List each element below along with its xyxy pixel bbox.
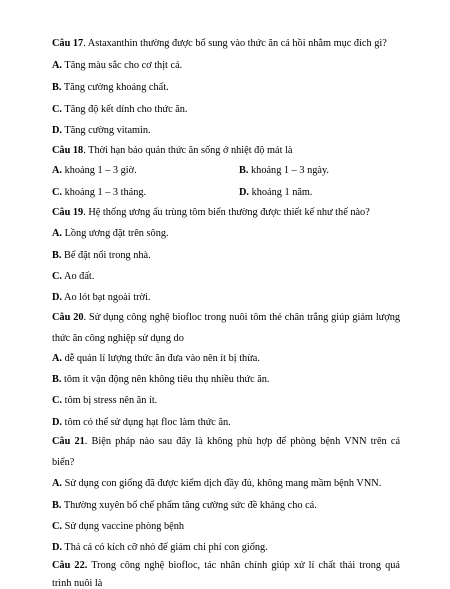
answer-b <box>52 374 270 385</box>
answer-text: Lồng ương đặt trên sông. <box>62 228 169 239</box>
answer-key: D. <box>52 292 63 303</box>
answer-key: C. <box>52 521 63 532</box>
answer-text: Ao đất. <box>62 271 95 282</box>
answer-key: C. <box>52 104 63 115</box>
answer-text: khoảng 1 – 3 ngày. <box>248 165 330 176</box>
answer-text: tôm ít vận động nên không tiêu thụ nhiều thức ăn. <box>61 374 270 385</box>
answer-text: Thả cá có kích cỡ nhỏ để giảm chi phí con giống. <box>62 542 268 553</box>
answer-key: A. <box>52 60 63 71</box>
question-19 <box>52 207 370 218</box>
answer-key: A. <box>52 478 63 489</box>
answer-d <box>52 417 231 428</box>
answer-d <box>52 542 268 553</box>
answer-text: khoảng 1 năm. <box>249 187 313 198</box>
question-text: . Astaxanthin thường được bổ sung vào thức ăn cá hồi nhằm mục đích gì? <box>83 38 387 49</box>
question-number: Câu 19 <box>52 207 84 218</box>
answer-key: B. <box>52 250 62 261</box>
question-20-continued: thức ăn công nghiệp sử dụng do <box>52 333 184 344</box>
answer-text: khoảng 1 – 3 tháng. <box>62 187 147 198</box>
question-number: Câu 17 <box>52 38 84 49</box>
answer-key: B. <box>52 500 62 511</box>
answer-text: Tăng cường vitamin. <box>62 125 151 136</box>
answer-d <box>239 187 313 198</box>
answer-text: Bể đặt nổi trong nhà. <box>61 250 151 261</box>
question-text: . Hệ thống ương ấu trùng tôm biển thường được thiết kế như thế nào? <box>83 207 370 218</box>
question-22-continued: trình nuôi là <box>52 578 103 589</box>
answer-key: D. <box>52 125 63 136</box>
question-number: Câu 18 <box>52 145 84 156</box>
question-text: . Sử dụng công nghệ biofloc trong nuôi tôm thẻ chân trắng giúp giảm lượng <box>83 312 401 323</box>
answer-text: Tăng màu sắc cho cơ thịt cá. <box>62 60 183 71</box>
question-number: Câu 22. <box>52 560 88 571</box>
answer-text: Sử dụng con giống đã được kiểm dịch đầy đủ, không mang mầm bệnh VNN. <box>62 478 382 489</box>
answer-text: tôm bị stress nên ăn ít. <box>62 395 158 406</box>
answer-a <box>52 165 137 176</box>
answer-c <box>52 521 184 532</box>
question-21 <box>52 436 400 447</box>
answer-key: D. <box>239 187 250 198</box>
answer-key: C. <box>52 395 63 406</box>
answer-key: D. <box>52 542 63 553</box>
answer-key: B. <box>239 165 249 176</box>
question-text: Trong công nghệ biofloc, tác nhân chính giúp xử lí chất thải trong quá <box>87 560 400 571</box>
answer-c <box>52 104 188 115</box>
question-number: Câu 20 <box>52 312 84 323</box>
answer-text: Tăng độ kết dính cho thức ăn. <box>62 104 188 115</box>
answer-text: dễ quản lí lượng thức ăn đưa vào nên ít bị thừa. <box>62 353 260 364</box>
question-text: . Biện pháp nào sau đây là không phù hợp để phòng bệnh VNN trên cá <box>84 436 401 447</box>
answer-key: D. <box>52 417 63 428</box>
answer-a <box>52 353 260 364</box>
answer-text: khoảng 1 – 3 giờ. <box>62 165 137 176</box>
answer-b <box>52 82 169 93</box>
question-21-continued: biển? <box>52 457 75 468</box>
answer-key: B. <box>52 82 62 93</box>
answer-text: Sử dụng vaccine phòng bệnh <box>62 521 184 532</box>
answer-key: C. <box>52 187 63 198</box>
answer-c <box>52 271 94 282</box>
answer-key: C. <box>52 271 63 282</box>
answer-text: Tăng cường khoáng chất. <box>61 82 169 93</box>
answer-d <box>52 125 151 136</box>
question-number: Câu 21 <box>52 436 85 447</box>
answer-a <box>52 60 182 71</box>
answer-key: A. <box>52 165 63 176</box>
question-text: . Thời hạn bảo quản thức ăn sống ở nhiệt độ mát là <box>83 145 293 156</box>
answer-c <box>52 395 157 406</box>
answer-d <box>52 292 150 303</box>
answer-key: A. <box>52 353 63 364</box>
answer-key: B. <box>52 374 62 385</box>
answer-text: Ao lót bạt ngoài trời. <box>62 292 151 303</box>
answer-b <box>239 165 329 176</box>
answer-a <box>52 478 381 489</box>
answer-text: Thường xuyên bổ chế phẩm tăng cường sức đề kháng cho cá. <box>61 500 317 511</box>
question-17 <box>52 38 387 49</box>
question-18 <box>52 145 293 156</box>
question-22 <box>52 560 400 571</box>
answer-c <box>52 187 146 198</box>
answer-a <box>52 228 169 239</box>
question-20 <box>52 312 400 323</box>
answer-b <box>52 500 317 511</box>
answer-b <box>52 250 151 261</box>
answer-text: tôm có thể sử dụng hạt floc làm thức ăn. <box>62 417 231 428</box>
answer-key: A. <box>52 228 63 239</box>
